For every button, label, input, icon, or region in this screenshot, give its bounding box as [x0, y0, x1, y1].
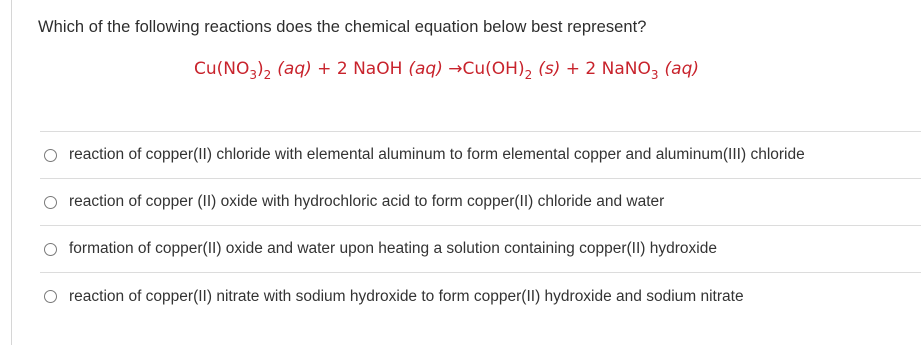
answer-choices [40, 131, 921, 320]
reactant-1-base: Cu(NO [193, 59, 250, 79]
product-1-subscript: 2 [524, 68, 533, 83]
product-1-state: (s) [538, 59, 561, 79]
radio-button-icon[interactable] [44, 149, 57, 162]
question-prompt: Which of the following reactions does the chemical equation below best represent? [38, 18, 647, 36]
plus-sign-2: + [565, 59, 581, 79]
product-2-formula: NaNO [601, 59, 651, 79]
product-2-subscript: 3 [650, 68, 659, 83]
reactant-2 [337, 59, 443, 79]
product-1 [462, 59, 561, 83]
reactant-2-state: (aq) [408, 59, 443, 79]
reactant-2-formula: NaOH [353, 59, 403, 79]
answer-option-label[interactable]: reaction of copper (II) oxide with hydrochloric acid to form copper(II) chloride and water [69, 193, 665, 210]
radio-button-icon[interactable] [44, 243, 57, 256]
product-2-coefficient: 2 [585, 59, 597, 79]
reactant-2-coefficient: 2 [336, 59, 348, 79]
radio-button-icon[interactable] [44, 290, 57, 303]
answer-option-label[interactable]: reaction of copper(II) chloride with elemental aluminum to form elemental copper and aluminum(III) chloride [69, 146, 805, 163]
product-2-state: (aq) [664, 59, 700, 79]
answer-option-label[interactable]: formation of copper(II) oxide and water upon heating a solution containing copper(II) hydroxide [69, 240, 717, 257]
reactant-1-subscript-2: 2 [263, 68, 272, 83]
plus-sign-1: + [317, 59, 332, 79]
answer-option-1[interactable] [40, 131, 921, 178]
product-2 [585, 59, 700, 83]
answer-option-2[interactable] [40, 178, 921, 225]
reaction-arrow: → [448, 59, 463, 79]
answer-option-3[interactable] [40, 225, 921, 272]
answer-option-label[interactable]: reaction of copper(II) nitrate with sodium hydroxide to form copper(II) hydroxide and sodium nitrate [69, 287, 744, 305]
answer-option-4[interactable] [40, 272, 921, 320]
reactant-1-subscript-1: 3 [249, 68, 257, 83]
radio-button-icon[interactable] [44, 196, 57, 209]
chemical-equation [0, 59, 921, 83]
reactant-1-close-paren: ) [257, 59, 264, 79]
product-1-base: Cu(OH) [462, 59, 525, 79]
reactant-1 [193, 59, 312, 83]
reactant-1-state: (aq) [277, 59, 312, 79]
